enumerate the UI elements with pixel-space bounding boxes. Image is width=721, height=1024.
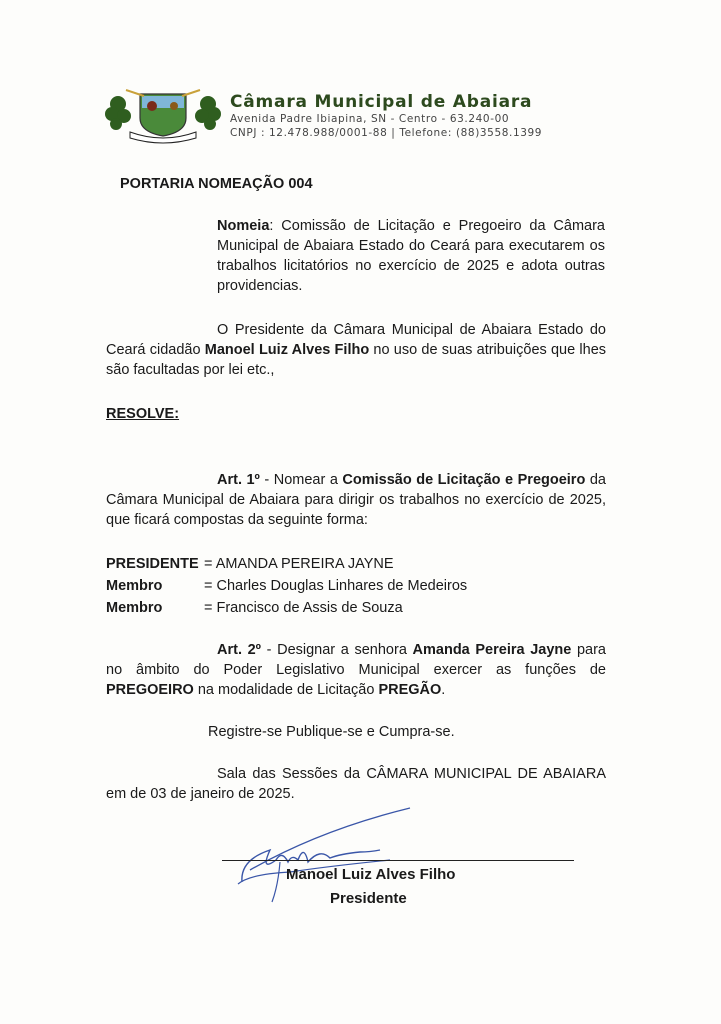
municipal-coat-of-arms-icon: [104, 82, 222, 144]
intro-text: O Presidente da Câmara Municipal de Abaiara Estado do Ceará cidadão: [106, 322, 606, 358]
member-role: Membro: [106, 600, 163, 616]
commission-name: Comissão de Licitação e Pregoeiro: [342, 472, 586, 488]
summary-label: Nomeia: [217, 218, 270, 234]
designee-role: PREGOEIRO: [106, 682, 194, 698]
article-2-text-mod: na modalidade de Licitação: [193, 682, 379, 698]
article-2: [106, 640, 606, 700]
member-name: AMANDA PEREIRA JAYNE: [215, 556, 394, 572]
org-name: Câmara Municipal de Abaiara: [230, 92, 533, 112]
org-address: Avenida Padre Ibiapina, SN - Centro - 63.240-00: [230, 113, 510, 125]
place-date: Sala das Sessões da CÂMARA MUNICIPAL DE ABAIARA em de 03 de janeiro de 2025.: [106, 766, 606, 802]
article-2-label: Art. 2º: [217, 642, 261, 658]
article-2-text: - Designar a senhora: [260, 642, 413, 658]
signatory-name: Manoel Luiz Alves Filho: [286, 866, 456, 883]
president-name: Manoel Luiz Alves Filho: [204, 342, 370, 358]
designee-name: Amanda Pereira Jayne: [412, 642, 572, 658]
document-title: PORTARIA NOMEAÇÃO 004: [120, 176, 313, 192]
member-role: Membro: [106, 578, 163, 594]
intro-paragraph: [106, 320, 606, 380]
signatory-role: Presidente: [330, 890, 407, 907]
article-1-label: Art. 1º: [217, 472, 260, 488]
article-2-period: .: [441, 682, 446, 698]
org-contact: CNPJ : 12.478.988/0001-88 | Telefone: (88)3558.1399: [230, 127, 543, 139]
resolve-heading: RESOLVE:: [106, 406, 180, 422]
article-1-text: - Nomear a: [259, 472, 343, 488]
summary-text: : Comissão de Licitação e Pregoeiro da Câmara Municipal de Abaiara Estado do Ceará para executarem os trabalhos licitatórios no exercício de 2025 e adota outras providencias.: [217, 218, 605, 294]
member-name: Francisco de Assis de Souza: [216, 600, 403, 616]
member-role: PRESIDENTE: [106, 556, 199, 572]
member-row: Membro = Charles Douglas Linhares de Medeiros: [106, 578, 468, 594]
article-2-text-mid: para no âmbito do Poder Legislativo Municipal exercer as funções de: [106, 642, 606, 678]
summary-paragraph: [217, 216, 605, 296]
member-name: Charles Douglas Linhares de Medeiros: [216, 578, 468, 594]
article-1: [106, 470, 606, 530]
signature-line: [222, 860, 574, 861]
procurement-modality: PREGÃO: [378, 682, 442, 698]
article-1-text-end: da Câmara Municipal de Abaiara para dirigir os trabalhos no exercício de 2025, que ficará compostas da seguinte forma:: [106, 472, 606, 528]
member-row: PRESIDENTE = AMANDA PEREIRA JAYNE: [106, 556, 394, 572]
intro-text-end: no uso de suas atribuições que lhes são facultadas por lei etc.,: [106, 342, 607, 378]
member-row: Membro = Francisco de Assis de Souza: [106, 600, 403, 616]
closing-text: Registre-se Publique-se e Cumpra-se.: [208, 724, 455, 740]
